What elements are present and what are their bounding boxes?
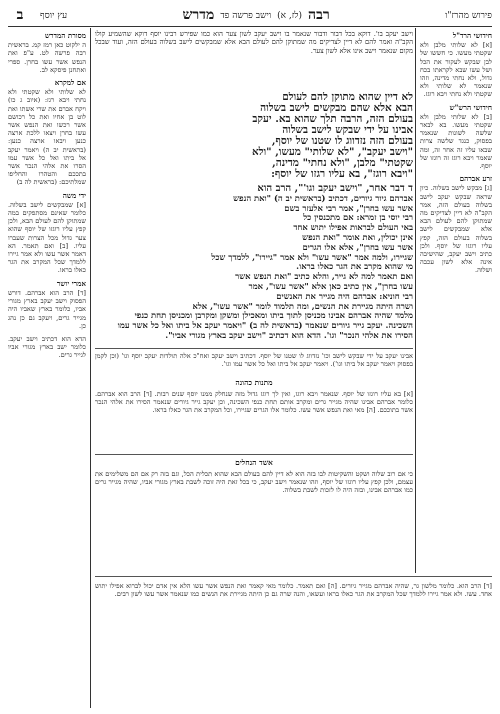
right-col-text-3: [ג] מבקש לישב בשלוה. כיון שראה שבקש יעקב לישב בשלוה בעולם הזה, אמר הקב"ה לא דיין לצדיקים מה שמתוקן להם לעולם הבא אלא שמבקשים לישב בשלוה בעולם הזה, קפץ עליו רוגזו של יוסף. ולכן כתיב וישב יעקב, שהישיבה אינה אלא לשון עכבה ושלוה.	[420, 184, 492, 275]
left-col-text-2: לא שלותי ולא שקטתי ולא נחתי ויבא רגז: (איוב ג כו) ויקח אברם את שרי אשתו ואת לוט בן אחיו ואת כל רכושם אשר רכשו ואת הנפש אשר עשו בחרן ויצאו ללכת ארצה כנען ויבאו ארצה כנען: (בראשית יב ה) ויאמר יעקב אל ביתו ואל כל אשר עמו הסרו את אלהי הנכר אשר בתככם והטהרו והחליפו שמלתיכם: (בראשית לה ב)	[8, 88, 86, 187]
midrash-line: מי שהוא מקרב את הגר כאלו בראו.	[296, 261, 413, 272]
header-ref: (לז, א)	[277, 10, 303, 21]
midrash-line: השכינה. יעקב גייר גיורים שנאמר (בראשית לה ב) "ויאמר יעקב אל ביתו ואל כל אשר עמו	[117, 320, 413, 331]
eshed-hanechalim-text: כי אם רוב שלוה ושקט והשקיטות לבו בזה הוא לא דיין להם בעולם הבא שהוא תכלית הכל, וגם בזה רק אם הם משלימים את עצמם, ולכן קפץ עליו רוגזו של יוסף, וזהו שנאמר וישב יעקב, כי בכל זאת היה זוכה לשבת בארץ מגורי אביו, שהיה מגייר גרים כמו אברהם אבינו, ובזה היה לו לזכות לשבת בשלוה.	[95, 470, 413, 495]
page-number: ב	[16, 6, 24, 23]
eshed-hanechalim-block	[95, 470, 413, 570]
midrash-line: עשו בחרן", אין כתיב כאן אלא "אשר עשו", אמר	[248, 280, 413, 291]
midrash-line: רבי חוניא: אברהם היה מגייר את האנשים	[276, 290, 413, 301]
left-col-text-1: ה ילקוט כאן רמז קמ. בראשית רבה פרשה לט. ע"פ ואת הנפש אשר עשו בחרן. ספרי ואתחנן פיסקא לב.	[8, 41, 86, 74]
section-rule	[95, 348, 413, 349]
bottom-commentary-text: [ד] הרב הוא. כלומר מלשון גר, שהיה אברהם מגייר גיורים. [ה] ואם תאמר. כלומר מאי קאמר ואת הנפש אשר עשו הלא אין אדם יכול לברוא אפילו יתוש אחד. עשו. ולא אמר גיירו ללמדך שכל המקרב את הגר כאלו בראו ועשאו, והנה שרה גם כן היתה מגיירת את הנשים כמו שנאמר אשר עשו לשון רבים.	[95, 582, 492, 599]
midrash-line: אבינו על ידי שבקש לישב בשלוה	[282, 124, 413, 136]
left-col-text-5: הדא הוא דכתיב וישב יעקב. כלומר ישב בארץ מגורי אביו לגייר גרים.	[8, 334, 86, 360]
header-left	[8, 7, 67, 24]
midrash-section-4	[95, 184, 413, 342]
midrash-line: אשר עשו בחרן", אמר רבי אלעזר בשם	[284, 202, 413, 213]
matnot-kehuna-text: [א] בא עליו רוגזו של יוסף. שנאמר ויבא רוגז, ואין לך רוגז גדול מזה שנחלק ממנו יוסף שנים רבות. [ד] הרב הוא אברהם. כלומר אברהם אבינו שהיה מגייר גרים ומקרב אותם תחת כנפי השכינה, וכן יעקב גייר גיורים שנאמר הסירו את אלהי הנכר אשר בתוככם. [ה] מאי ואת הנפש אשר עשו. כלומר אלו הגרים שגיירו, וכל המקרב את הגר כאלו בראו.	[95, 390, 413, 415]
left-commentary-column	[8, 30, 86, 705]
bottom-commentary	[95, 582, 492, 708]
midrash-line: ושרה היתה מגיירת את הנשים, ומה תלמוד לומר "אשר עשו", אלא	[192, 300, 413, 311]
header-rule	[8, 26, 492, 27]
header-left-title: עץ יוסף	[40, 10, 68, 21]
right-col-text-2: [ב] לא שלותי מלבן ולא שקטתי מעשו. בא לבאר שלשה לשונות שנאמר בפסוק, כנגד שלשה צרות שבאו עליו זה אחר זה, ומה שאמר ויבא רוגז זה רוגזו של יוסף.	[420, 112, 492, 171]
midrash-line: אשר עשו בחרן", אלא אלו הגרים	[302, 241, 413, 252]
midrash-section-3	[95, 92, 413, 180]
left-col-text-3: [א] שמבקשים לישב בשלוה. כלומר שאינם מסתפקים במה שמתוקן להם לעולם הבא, ולכן קפץ עליו רוגזו של יוסף שהוא צער גדול מכל הצרות שעברו עליו. [ב] ואם תאמר. הא דאמר אשר עשו ולא אמר גיירו ללמדך שכל המקרב את הגר כאלו בראו.	[8, 200, 86, 275]
header-center	[182, 7, 329, 24]
midrash-line: לא דיין שהוא מתוקן להם לעולם	[282, 92, 413, 103]
right-divider	[415, 28, 416, 573]
midrash-line: מלמד שהיה אברהם אבינו מכניסן לתוך ביתו ומאכילן ומשקן ומקרבן ומכניסן תחת כנפי	[134, 310, 413, 321]
midrash-line: אברהם גיור גיורים, דכתיב (בראשית יב ה) "ואת הנפש	[233, 192, 413, 203]
midrash-line: ד דבר אחר, "וישב יעקב וגו'", הרב הוא	[257, 184, 413, 194]
eshed-hanechalim-title: אשד הנחלים	[235, 458, 273, 467]
midrash-line: רבי יוסי בן זמרא: אם מתכנסין כל	[303, 212, 413, 223]
matnot-kehuna-title: מתנות כהונה	[235, 378, 273, 387]
midrash-line: שגיירו, ולמה אמר "אשר עשו" ולא אמר "גיירו", ללמדך שכל	[211, 251, 413, 262]
asher-rule	[95, 454, 413, 455]
left-col-text-4: [ד] הרב הוא אברהם. דורש הפסוק וישב יעקב בארץ מגורי אביו, כלומר בארץ שאביו היה מגייר גרים, ויעקב גם כן נהג כן.	[8, 288, 86, 330]
header-center-left: מדרש	[182, 6, 215, 23]
right-col-title-1: חידושי הרד"ל	[452, 31, 492, 40]
main-top-commentary	[95, 30, 413, 90]
mid-note-text: אבינו יעקב על ידי שבקש לישב וכו' נזדווג לו שטנו של יוסף. דכתיב וישב יעקב ואח"כ אלה תולדות יעקב יוסף וגו' (וכן לקמן בפסוק ויאמר יעקב אל ביתו וגו'). ויאמר יעקב אל ביתו ואל כל אשר עמו וגו'.	[95, 352, 413, 368]
left-col-title-1: מסורת המדרש	[44, 31, 86, 40]
main-top-text: וישב יעקב בו'. דוקא בכל דבור ודבור שנאמר בו וישב יעקב לשון צער הוא כמו שפירש רבינו יוסף דוקא שהשמיע קולו הקב"ה ואמר להם לא דיין לצדיקים מה שמתוקן להם לעולם הבא אלא שמבקשים לישב בשלוה בעולם הזה, ועוד שבכל מקום שנאמר וישב אינו אלא לשון צער.	[95, 30, 413, 55]
right-col-title-3: זרע אברהם	[459, 174, 492, 184]
midrash-line: אינן יכולין, ואת אומר "ואת הנפש	[302, 231, 413, 242]
midrash-line: "וישב יעקב", "לא שלותי" מעשו, "ולא	[251, 146, 413, 158]
left-col-title-3: ידי משה	[62, 190, 86, 200]
midrash-line: ואם תאמר למה לא גייר, והלא כתיב "ואת הנפש אשר	[235, 271, 413, 282]
right-commentary-column	[420, 30, 492, 570]
right-col-title-2: חידושי הרש"ש	[449, 102, 492, 112]
header-right-title: פירוש מהרז"ו	[445, 10, 492, 21]
left-divider	[90, 28, 91, 708]
header-center-right: רבה	[308, 6, 330, 23]
matnot-kehuna-block	[95, 390, 413, 450]
midrash-line: באי העולם לבראות אפילו יתוש אחד	[293, 222, 413, 233]
midrash-line: בעולם הזה נזדווג לו שטנו של יוסף,	[271, 135, 413, 147]
page-header	[8, 6, 492, 24]
midrash-line: שקטתי" מלבן, "ולא נחתי" מדינה,	[272, 157, 413, 169]
right-col-text-1: [א] לא שלותי מלבן ולא שקטתי מעשו. כי חששו של לבן שבקש לעקור את הכל ושל עשו שבא לקראתו בכח גדול, ולא נחתי מדינה, וזהו שנאמר לא שלותי ולא שקטתי ולא נחתי ויבא רוגז.	[420, 41, 492, 99]
bottom-rule	[95, 576, 492, 577]
left-col-title-4: אמרי יושר	[56, 278, 86, 288]
left-col-title-2: אם למקרא	[54, 78, 86, 88]
midrash-line: "ויבא רוגז", בא עליו רגזו של יוסף:	[271, 168, 413, 180]
midrash-line: הבא אלא שהם מבקשים לישב בשלוה	[260, 102, 413, 114]
midrash-line: הסירו את אלהי הנכר" וגו'. הדא הוא דכתיב "וישב יעקב בארץ מגורי אביו".	[165, 329, 413, 340]
header-parasha: וישב פרשה פד	[220, 10, 272, 21]
mid-note-block	[95, 352, 413, 374]
midrash-line: בעולם הזה, הרבה תלך שהוא בא. יעקב	[252, 113, 413, 125]
